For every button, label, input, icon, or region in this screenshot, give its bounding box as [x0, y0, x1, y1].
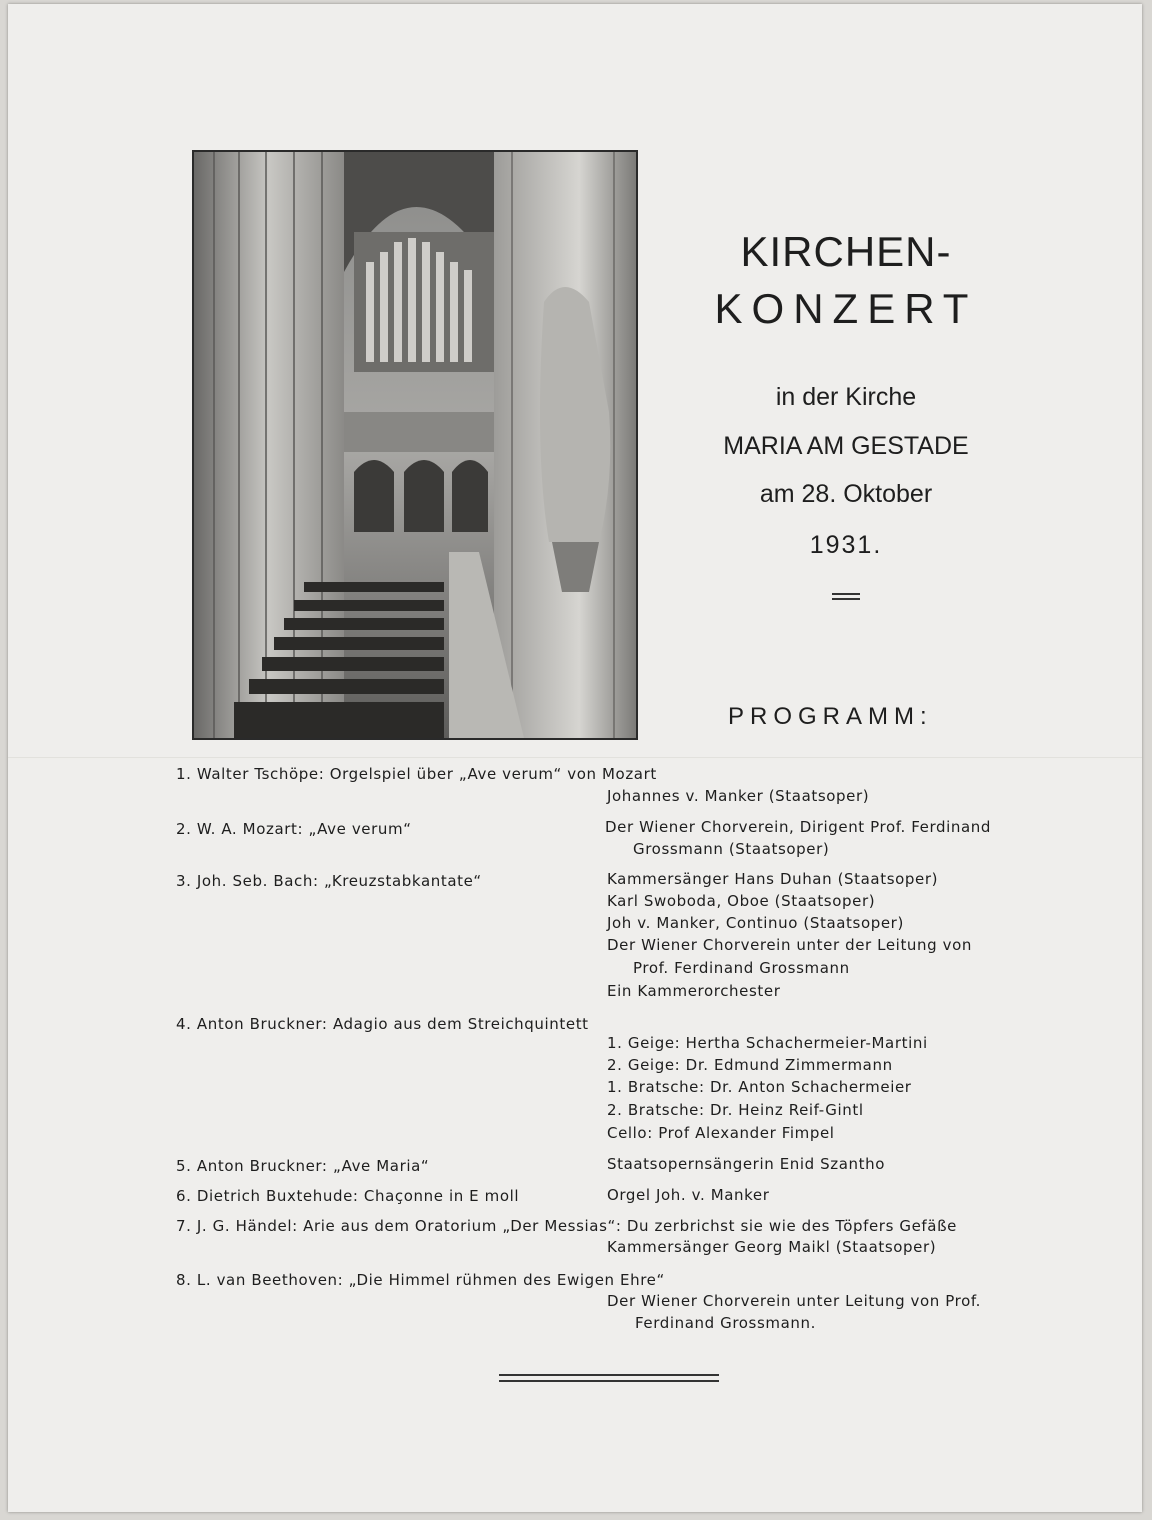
program-work-1: 1. Walter Tschöpe: Orgelspiel über „Ave verum“ von Mozart: [176, 765, 657, 783]
venue-intro: in der Kirche: [775, 383, 917, 411]
program-performer: Orgel Joh. v. Manker: [607, 1186, 770, 1204]
program-work-8: 8. L. van Beethoven: „Die Himmel rühmen des Ewigen Ehre“: [176, 1271, 665, 1289]
program-work-6: 6. Dietrich Buxtehude: Chaçonne in E moll: [176, 1187, 520, 1205]
program-performer: Der Wiener Chorverein unter der Leitung von: [607, 936, 972, 954]
title-line-2: KONZERT: [714, 285, 978, 332]
program-work-3: 3. Joh. Seb. Bach: „Kreuzstabkantate“: [176, 872, 482, 890]
program-work-5: 5. Anton Bruckner: „Ave Maria“: [176, 1157, 430, 1175]
program-performer: Karl Swoboda, Oboe (Staatsoper): [607, 892, 876, 910]
program-performer: Joh v. Manker, Continuo (Staatsoper): [607, 914, 904, 932]
paper-fold: [8, 757, 1142, 759]
program-work-2: 2. W. A. Mozart: „Ave verum“: [176, 820, 412, 838]
program-performer: Kammersänger Georg Maikl (Staatsoper): [607, 1238, 937, 1256]
program-heading: PROGRAMM:: [728, 703, 933, 730]
program-performer: 1. Geige: Hertha Schachermeier-Martini: [607, 1034, 928, 1052]
venue-name: MARIA AM GESTADE: [723, 432, 969, 460]
program-performer: 2. Bratsche: Dr. Heinz Reif-Gintl: [607, 1101, 864, 1119]
program-performer: Der Wiener Chorverein unter Leitung von Prof.: [607, 1292, 982, 1310]
program-performer: Cello: Prof Alexander Fimpel: [607, 1124, 835, 1142]
concert-year: 1931.: [809, 531, 883, 559]
program-performer: Der Wiener Chorverein, Dirigent Prof. Ferdinand: [605, 818, 992, 836]
divider-dash-bottom: [832, 598, 860, 600]
title-line-1: KIRCHEN-: [740, 228, 952, 275]
program-performer: Ein Kammerorchester: [607, 982, 781, 1000]
program-performer: Staatsopernsängerin Enid Szantho: [607, 1155, 885, 1173]
closing-rule-bottom: [499, 1380, 719, 1382]
church-interior-photo: [192, 150, 638, 740]
concert-date: am 28. Oktober: [759, 480, 933, 508]
church-interior-illustration: [194, 152, 636, 738]
program-work-4: 4. Anton Bruckner: Adagio aus dem Streichquintett: [176, 1015, 589, 1033]
program-performer: Kammersänger Hans Duhan (Staatsoper): [607, 870, 939, 888]
program-performer: Prof. Ferdinand Grossmann: [633, 959, 850, 977]
program-performer: 1. Bratsche: Dr. Anton Schachermeier: [607, 1078, 912, 1096]
program-performer: Grossmann (Staatsoper): [633, 840, 830, 858]
program-performer: Ferdinand Grossmann.: [635, 1314, 816, 1332]
closing-rule-top: [499, 1374, 719, 1376]
divider-dash-top: [832, 593, 860, 595]
program-performer: 2. Geige: Dr. Edmund Zimmermann: [607, 1056, 893, 1074]
program-work-7: 7. J. G. Händel: Arie aus dem Oratorium „Der Messias“: Du zerbrichst sie wie des Töpfers Gefäße: [176, 1217, 957, 1235]
program-performer: Johannes v. Manker (Staatsoper): [607, 787, 870, 805]
